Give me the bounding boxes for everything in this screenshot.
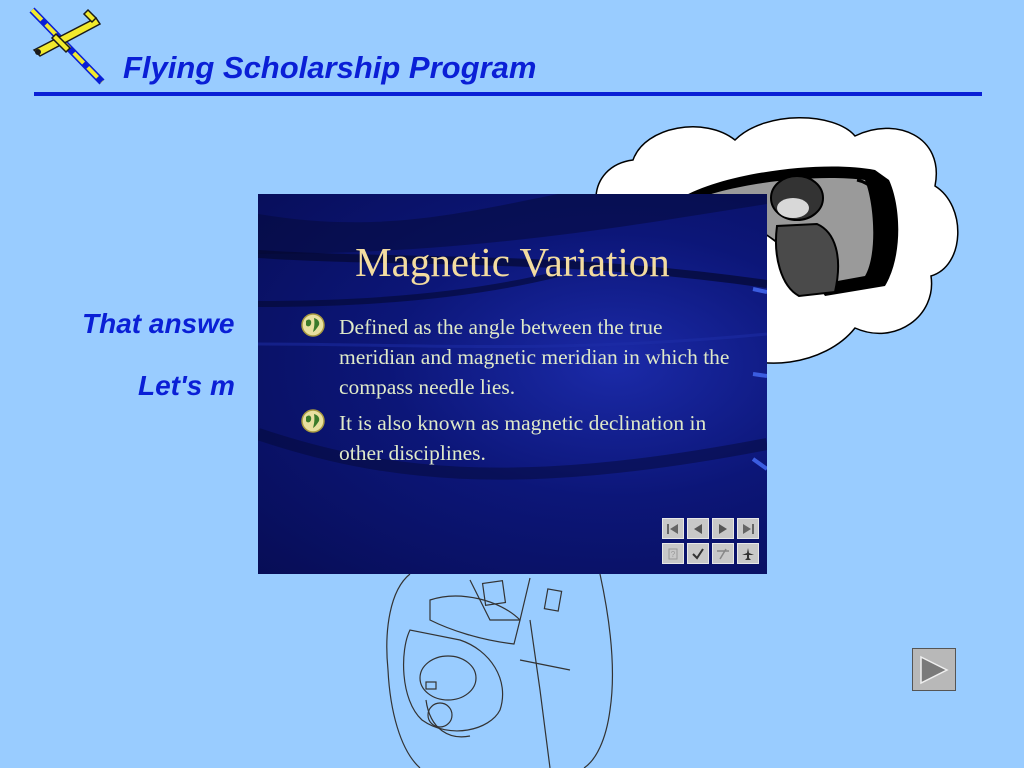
play-next-icon — [918, 655, 950, 685]
pen-icon — [716, 547, 730, 561]
bullet-item — [300, 408, 730, 468]
pen-button[interactable] — [712, 543, 734, 564]
check-icon — [691, 547, 705, 561]
background-text-line2: Let's m — [138, 370, 235, 401]
airplane-button[interactable] — [737, 543, 759, 564]
airplane-icon — [741, 547, 755, 561]
slide-popup — [258, 194, 767, 574]
check-button[interactable] — [687, 543, 709, 564]
help-button[interactable] — [662, 543, 684, 564]
globe-bullet-icon — [300, 408, 326, 434]
header-divider — [34, 92, 982, 96]
previous-slide-button[interactable] — [687, 518, 709, 539]
bullet-text: Defined as the angle between the true meridian and magnetic meridian in which the compass needle lies. — [339, 315, 730, 399]
bullet-item — [300, 312, 730, 402]
bullet-text: It is also known as magnetic declination in other disciplines. — [339, 411, 707, 465]
help-icon — [666, 547, 680, 561]
last-slide-button[interactable] — [737, 518, 759, 539]
last-slide-icon — [741, 523, 755, 535]
next-button[interactable] — [912, 648, 956, 691]
pilot-illustration — [370, 560, 630, 768]
svg-text:?: ? — [670, 549, 676, 559]
page-title: Flying Scholarship Program — [123, 50, 537, 85]
previous-slide-icon — [691, 523, 705, 535]
first-slide-icon — [666, 523, 680, 535]
next-slide-icon — [716, 523, 730, 535]
background-text-line1: That answe — [82, 308, 235, 339]
next-slide-button[interactable] — [712, 518, 734, 539]
first-slide-button[interactable] — [662, 518, 684, 539]
globe-bullet-icon — [300, 312, 326, 338]
airplane-logo-icon — [26, 4, 108, 88]
slide-title: Magnetic Variation — [355, 239, 670, 285]
